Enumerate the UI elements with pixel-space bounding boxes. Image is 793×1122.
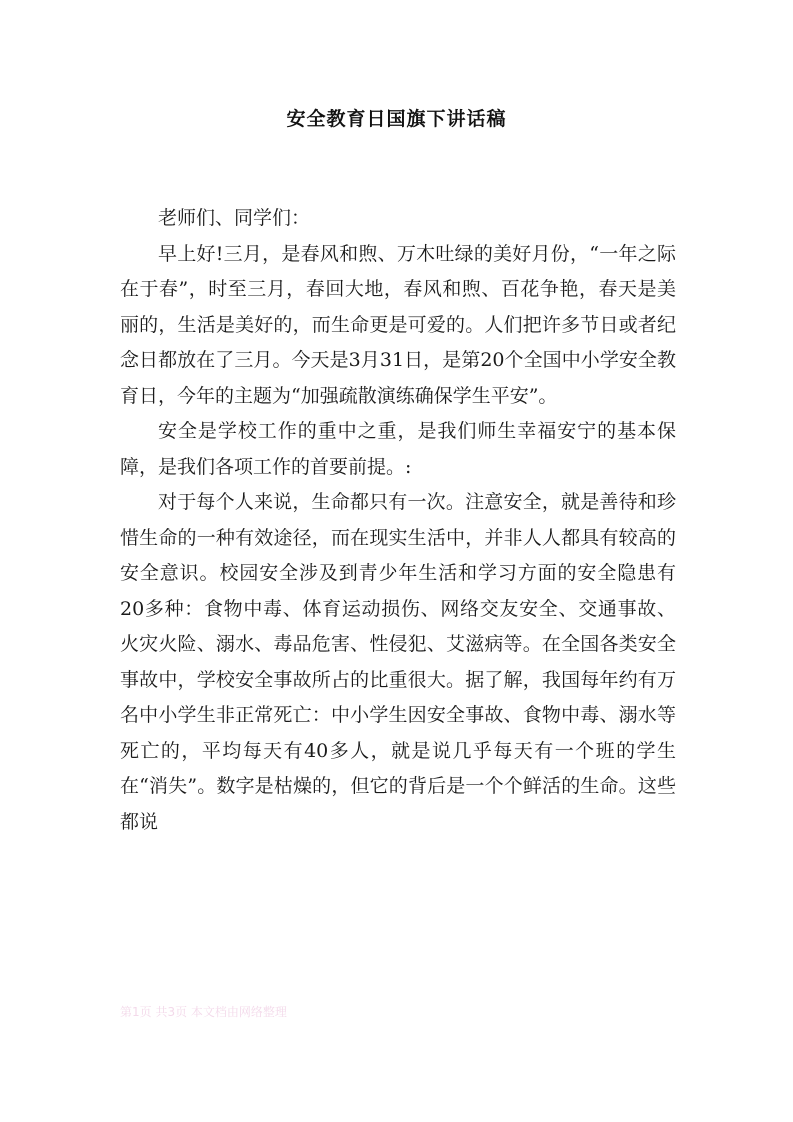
document-title: 安全教育日国旗下讲话稿 — [286, 108, 507, 130]
greeting-line: 老师们、同学们： — [158, 207, 311, 229]
paragraph-2: 安全是学校工作的重中之重，是我们师生幸福安宁的基本保障，是我们各项工作的首要前提。: — [120, 420, 676, 478]
paragraph-3: 对于每个人来说，生命都只有一次。注意安全，就是善待和珍惜生命的一种有效途径，而在现实生活中，并非人人都具有较高的安全意识。校园安全涉及到青少年生活和学习方面的安全隐患有20多种：食物中毒、体育运动损伤、网络交友安全、交通事故、火灾火险、溺水、毒品危害、性侵犯、艾滋病等。在全国各类安全事故中，学校安全事故所占的比重很大。据了解，我国每年约有万名中小学生非正常死亡：中小学生因安全事故、食物中毒、溺水等死亡的，平均每天有40多人，就是说几乎每天有一个班的学生在“消失”。数字是枯燥的，但它的背后是一个个鲜活的生命。这些都说 — [120, 491, 676, 833]
document-body — [120, 201, 676, 840]
paragraph-1: 早上好!三月，是春风和煦、万木吐绿的美好月份，“一年之际在于春”，时至三月，春回大地，春风和煦、百花争艳，春天是美丽的，生活是美好的，而生命更是可爱的。人们把许多节日或者纪念日都放在了三月。今天是3月31日，是第20个全国中小学安全教育日，今年的主题为“加强疏散演练确保学生平安”。 — [120, 242, 676, 407]
footer-watermark: 第1页 共3页 本文档由网络整理 — [120, 1005, 287, 1019]
